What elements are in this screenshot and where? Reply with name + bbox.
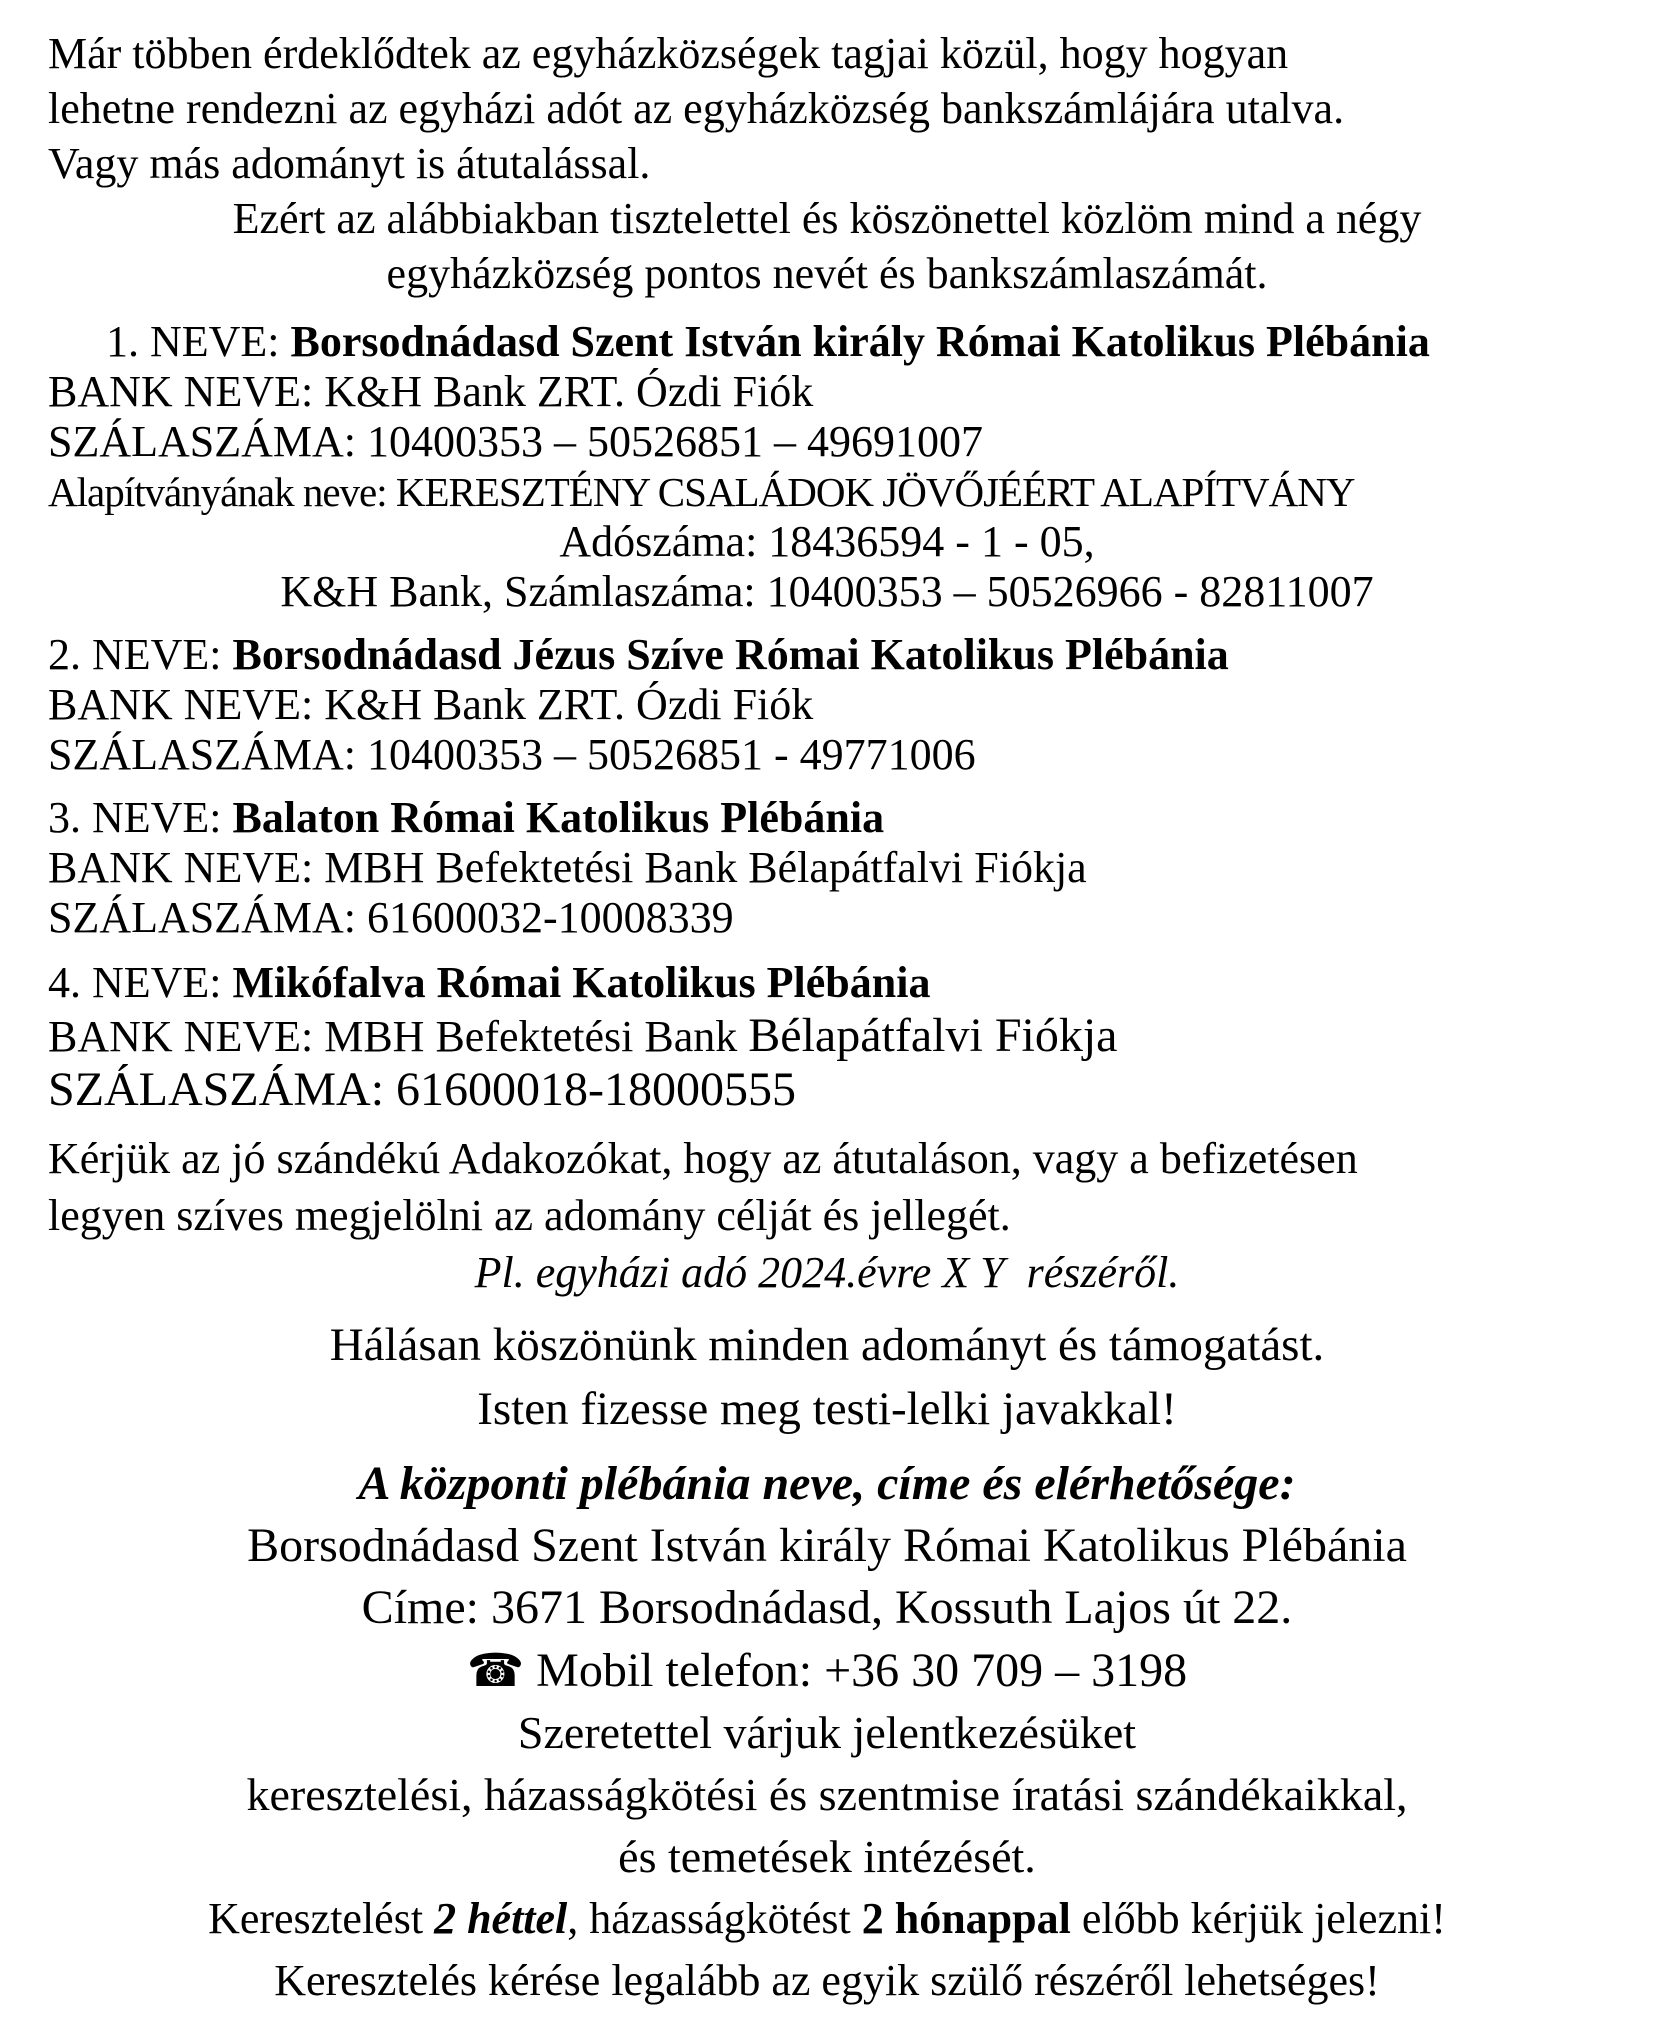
parish-1-bank-name: K&H Bank ZRT. Ózdi Fiók [324,367,814,416]
parish-2-account-label: SZÁLASZÁMA: [48,730,357,779]
parish-4-name-line [48,956,1606,1009]
central-parish-heading: A központi plébánia neve, címe és elérhetősége: [358,1457,1296,1510]
parish-4-account-number: 61600018-18000555 [396,1063,797,1116]
central-parish-phone: Mobil telefon: +36 30 709 – 3198 [536,1644,1188,1697]
closing-line-3: és temetések intézését. [618,1831,1036,1882]
thanks-section [48,1313,1606,1441]
intro-line-3: Vagy más adományt is átutalással. [48,139,651,188]
parish-1-name: Borsodnádasd Szent István király Római Katolikus Plébánia [290,317,1430,366]
notice-part-3: előbb kérjük jelezni! [1070,1894,1446,1943]
foundation-account-line: K&H Bank, Számlaszáma: 10400353 – 50526966 - 82811007 [280,567,1374,616]
phone-icon: ☎ [466,1643,525,1697]
central-parish-phone-line [48,1639,1606,1702]
parish-1-name-line [48,317,1606,367]
foundation-name: KERESZTÉNY CSALÁDOK JÖVŐJÉÉRT ALAPÍTVÁNY [395,469,1355,515]
parish-4-bank-label: BANK NEVE: [48,1012,314,1061]
parish-1-foundation-line [48,467,1606,517]
intro-line-4: Ezért az alábbiakban tisztelettel és köszönettel közlöm mind a négy [232,194,1422,243]
parish-1-bank-line [48,367,1606,417]
parish-3-name-line [48,793,1606,843]
parish-1-bank-label: BANK NEVE: [48,367,314,416]
parish-3-number-label: 3. NEVE: [48,793,222,842]
parish-2-name: Borsodnádasd Jézus Szíve Római Katolikus Plébánia [232,630,1229,679]
parish-3-bank-line [48,843,1606,893]
parish-2-bank-name: K&H Bank ZRT. Ózdi Fiók [324,680,814,729]
parish-2-number-label: 2. NEVE: [48,630,222,679]
donation-note-line-2: legyen szíves megjelölni az adomány célját és jellegét. [48,1191,1011,1240]
closing-last-line: Keresztelés kérése legalább az egyik szülő részéről lehetséges! [274,1956,1380,2005]
parish-3-account-number: 61600032-10008339 [367,893,734,942]
parish-4-bank-line [48,1009,1606,1063]
parish-4-bank-name: MBH Befektetési Bank [324,1012,738,1061]
central-parish-address: Címe: 3671 Borsodnádasd, Kossuth Lajos út 22. [361,1581,1293,1634]
foundation-label: Alapítványának neve: [48,469,387,515]
notice-two-months: 2 hónappal [861,1894,1071,1943]
parish-1-number-label: 1. NEVE: [106,317,280,366]
parish-3-section [48,793,1606,943]
intro-section [48,26,1606,301]
parish-4-bank-branch: Bélapátfalvi Fiókja [748,1009,1118,1062]
closing-notice-line [48,1888,1606,1950]
foundation-tax-line: Adószáma: 18436594 - 1 - 05, [559,517,1095,566]
intro-line-5: egyházközség pontos nevét és bankszámlaszámát. [386,249,1268,298]
parish-4-name: Mikófalva Római Katolikus Plébánia [232,958,931,1007]
notice-two-weeks: 2 héttel [434,1894,568,1943]
parish-4-account-line [48,1063,1606,1116]
parish-3-name: Balaton Római Katolikus Plébánia [232,793,885,842]
parish-4-number-label: 4. NEVE: [48,958,222,1007]
parish-3-account-label: SZÁLASZÁMA: [48,893,357,942]
closing-line-2: keresztelési, házasságkötési és szentmise íratási szándékaikkal, [246,1769,1408,1820]
parish-1-account-line [48,417,1606,467]
closing-section [48,1702,1606,2012]
central-parish-section [48,1453,1606,1702]
parish-4-section [48,956,1606,1116]
closing-line-1: Szeretettel várjuk jelentkezésüket [517,1707,1137,1758]
central-parish-name: Borsodnádasd Szent István király Római Katolikus Plébánia [247,1519,1407,1572]
donation-note-section [48,1130,1606,1301]
parish-2-account-number: 10400353 – 50526851 - 49771006 [367,730,976,779]
parish-2-name-line [48,630,1606,680]
notice-part-1: Keresztelést [208,1894,435,1943]
intro-line-2: lehetne rendezni az egyházi adót az egyházközség bankszámlájára utalva. [48,84,1345,133]
parish-2-bank-line [48,680,1606,730]
parish-3-bank-name: MBH Befektetési Bank Bélapátfalvi Fiókja [324,843,1087,892]
donation-example-line: Pl. egyházi adó 2024.évre X Y részéről. [474,1248,1180,1297]
thanks-line-2: Isten fizesse meg testi-lelki javakkal! [477,1383,1177,1435]
parish-1-section [48,317,1606,617]
parish-2-bank-label: BANK NEVE: [48,680,314,729]
parish-3-account-line [48,893,1606,943]
thanks-line-1: Hálásan köszönünk minden adományt és támogatást. [329,1319,1325,1371]
notice-part-2: , házasságkötést [567,1894,862,1943]
intro-line-1: Már többen érdeklődtek az egyházközségek tagjai közül, hogy hogyan [48,29,1289,78]
parish-1-account-label: SZÁLASZÁMA: [48,417,357,466]
parish-1-account-number: 10400353 – 50526851 – 49691007 [367,417,984,466]
parish-3-bank-label: BANK NEVE: [48,843,314,892]
parish-2-account-line [48,730,1606,780]
parish-2-section [48,630,1606,780]
donation-note-line-1: Kérjük az jó szándékú Adakozókat, hogy az átutaláson, vagy a befizetésen [48,1134,1358,1183]
parish-4-account-label: SZÁLASZÁMA: [48,1063,385,1116]
